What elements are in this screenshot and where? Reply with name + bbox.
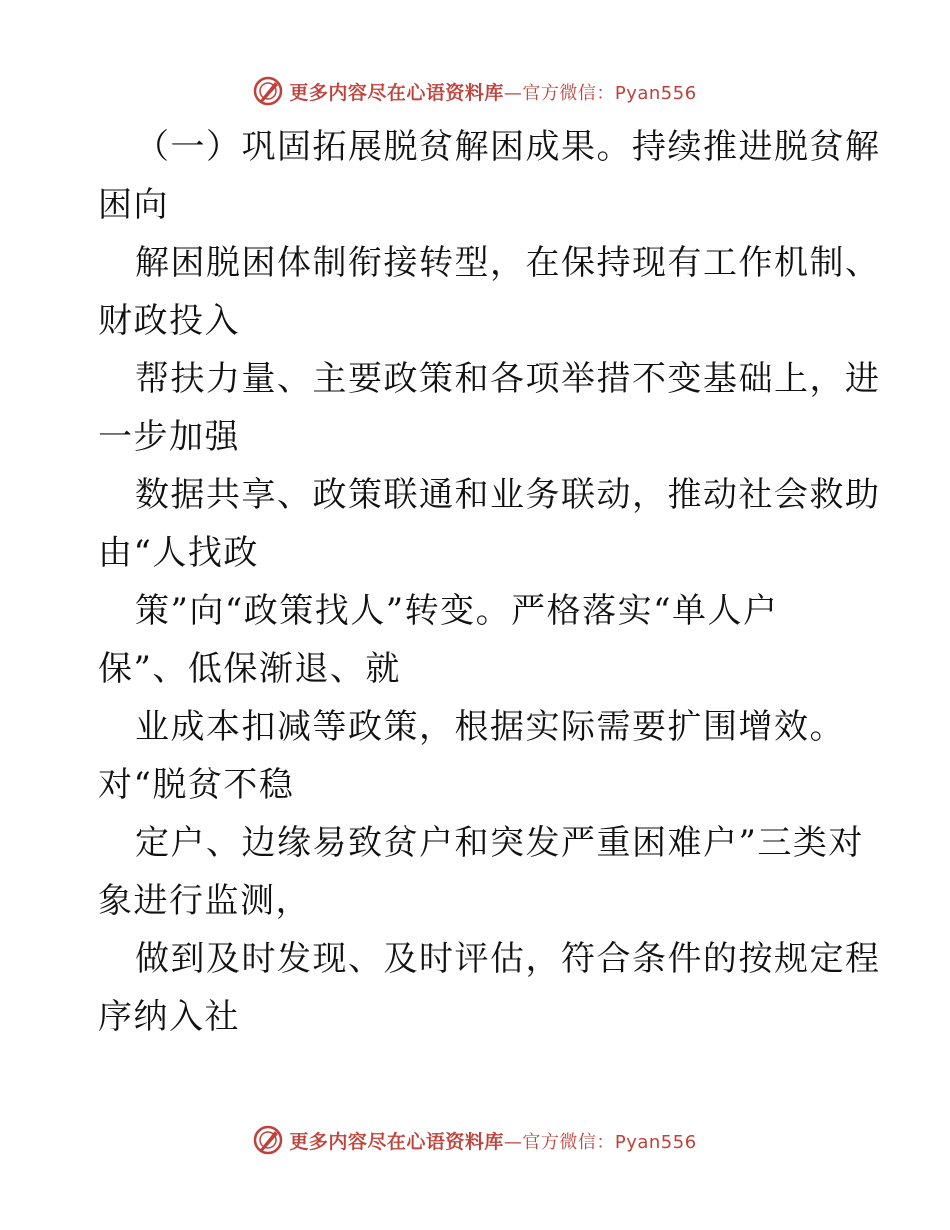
text-line: 数据共享、政策联通和业务联动，推动社会救助 [135, 475, 881, 515]
text-line: 由“人找政 [98, 533, 259, 573]
document-body [98, 118, 881, 1046]
watermark-text [289, 78, 696, 105]
text-line: 象进行监测， [98, 881, 311, 921]
text-line: 对“脱贫不稳 [98, 765, 295, 805]
text-line: 策”向“政策找人”转变。严格落实“单人户 [135, 591, 779, 631]
footer-watermark [0, 1120, 950, 1160]
watermark-brand: 更多内容尽在心语资料库 [289, 1131, 504, 1153]
header-watermark [0, 71, 950, 111]
watermark-separator: — [503, 82, 523, 104]
quill-logo-icon [253, 76, 283, 106]
text-line: 一步加强 [98, 417, 240, 457]
text-line: 做到及时发现、及时评估，符合条件的按规定程 [135, 939, 881, 979]
watermark-contact: 官方微信：Pyan556 [522, 1131, 697, 1153]
text-line: （一）巩固拓展脱贫解困成果。持续推进脱贫解 [135, 127, 881, 167]
text-line: 困向 [98, 185, 169, 225]
quill-logo-icon [253, 1125, 283, 1155]
text-line: 帮扶力量、主要政策和各项举措不变基础上，进 [135, 359, 881, 399]
text-line: 解困脱困体制衔接转型，在保持现有工作机制、 [135, 243, 881, 283]
text-line: 业成本扣减等政策，根据实际需要扩围增效。 [135, 707, 845, 747]
watermark-separator: — [503, 1131, 523, 1153]
watermark-text [289, 1127, 696, 1154]
watermark-contact: 官方微信：Pyan556 [522, 82, 697, 104]
text-line: 财政投入 [98, 301, 240, 341]
text-line: 保”、低保渐退、就 [98, 649, 401, 689]
text-line: 定户、边缘易致贫户和突发严重困难户”三类对 [135, 823, 864, 863]
text-line: 序纳入社 [98, 997, 240, 1037]
watermark-brand: 更多内容尽在心语资料库 [289, 82, 504, 104]
